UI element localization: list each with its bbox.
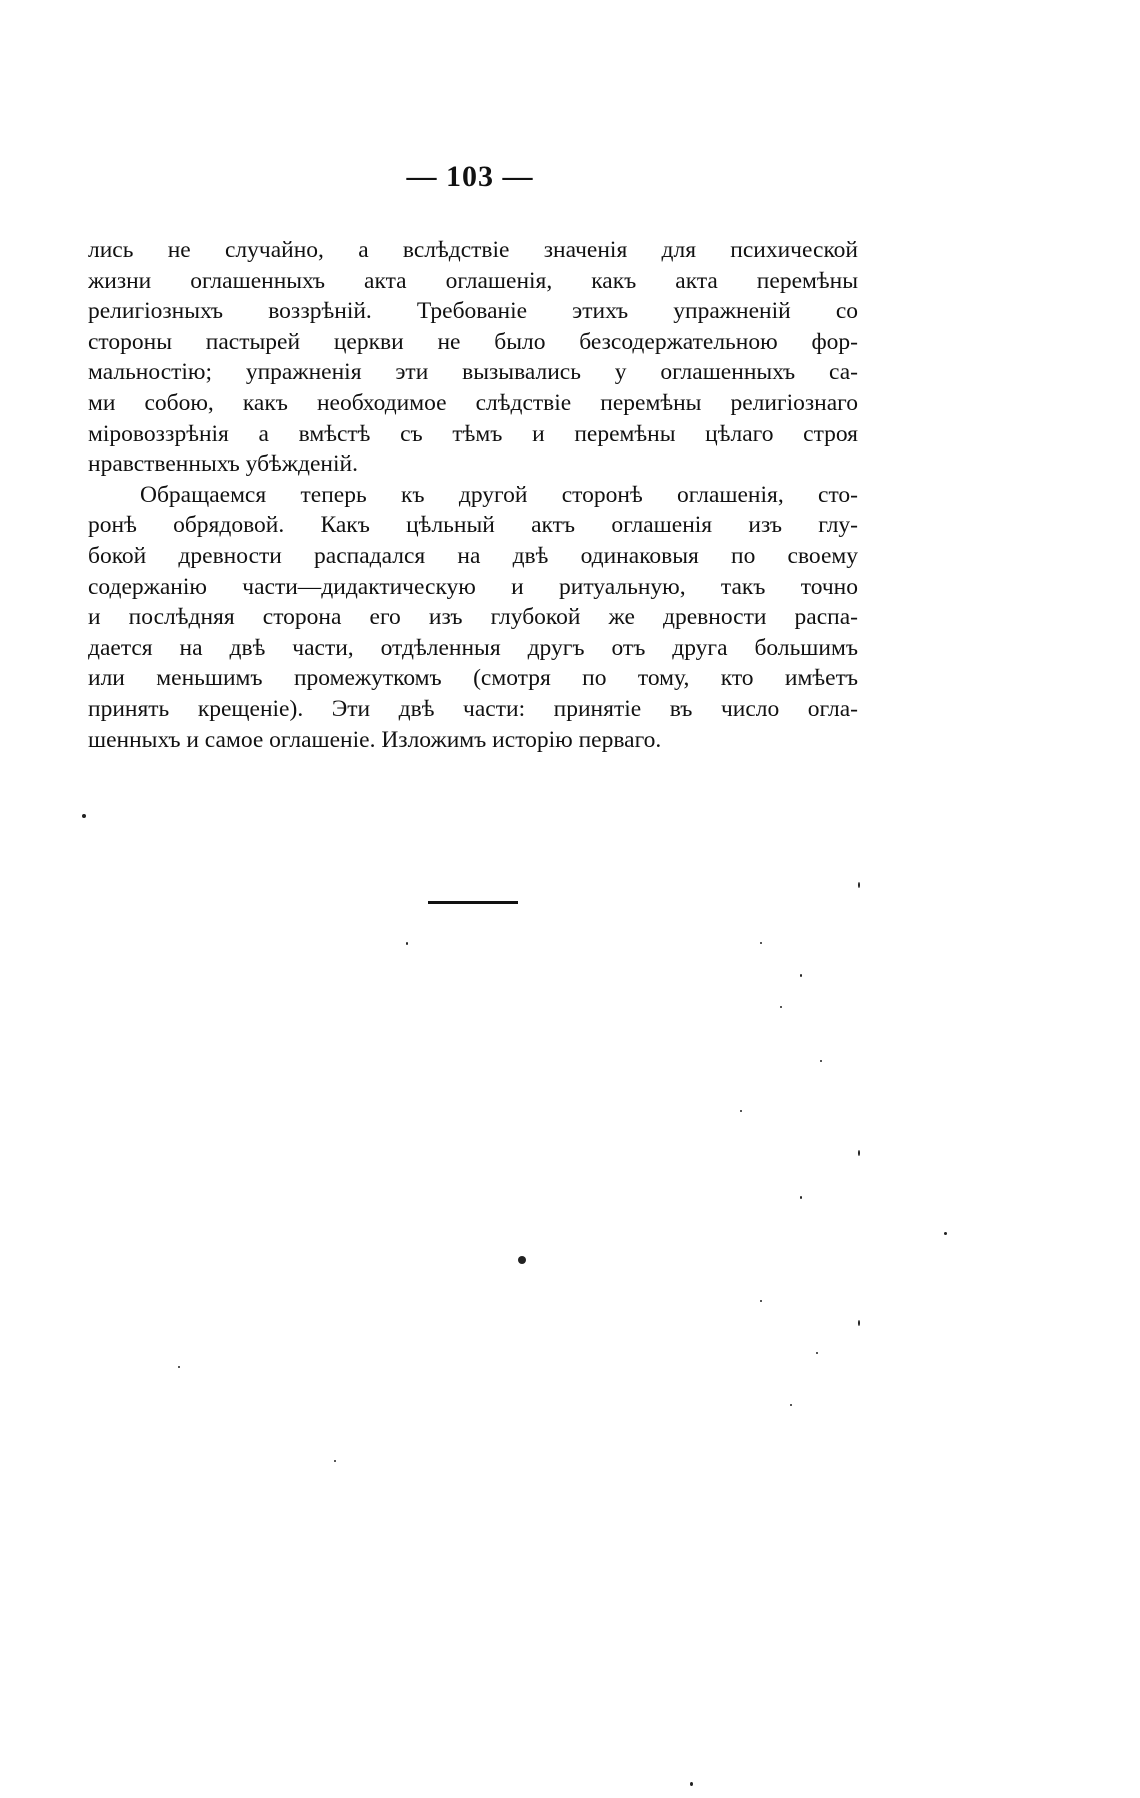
scan-speck [820, 1060, 822, 1062]
scan-speck [690, 1782, 693, 1786]
scan-speck [334, 1460, 336, 1462]
text-line: или меньшимъ промежуткомъ (смотря по тому, кто имѣетъ [88, 665, 858, 692]
scan-speck [858, 882, 860, 888]
section-divider [428, 901, 518, 904]
scan-speck [790, 1404, 792, 1406]
text-line: лись не случайно, а вслѣдствіе значенія для психической [88, 237, 858, 263]
paragraph-1 [88, 235, 858, 480]
text-line: Обращаемся теперь къ другой сторонѣ оглашенія, сто- [140, 481, 858, 508]
scan-speck [518, 1256, 526, 1264]
text-line: нравственныхъ убѣжденій. [88, 451, 358, 478]
scan-speck [816, 1352, 818, 1354]
text-line: и послѣдняя сторона его изъ глубокой же древности распа- [88, 604, 858, 631]
text-line: дается на двѣ части, отдѣленныя другъ отъ друга большимъ [88, 634, 858, 661]
scan-speck [858, 1320, 860, 1326]
text-line: религіозныхъ воззрѣній. Требованіе этихъ упражненій со [88, 298, 858, 325]
text-line: принять крещеніе). Эти двѣ части: принятіе въ число огла- [88, 695, 858, 722]
text-line: шенныхъ и самое оглашеніе. Изложимъ исторію перваго. [88, 726, 662, 753]
text-line: содержанію части—дидактическую и ритуальную, такъ точно [88, 573, 858, 600]
scan-speck [800, 1196, 802, 1199]
text-line: бокой древности распадался на двѣ одинаковыя по своему [88, 542, 858, 569]
scan-speck [760, 1300, 762, 1302]
text-line: жизни оглашенныхъ акта оглашенія, какъ акта перемѣны [88, 267, 858, 294]
scan-speck [82, 814, 86, 818]
scan-speck [760, 942, 762, 944]
text-line: мальностію; упражненія эти вызывались у оглашенныхъ са- [88, 359, 858, 386]
scan-speck [740, 1110, 742, 1112]
scan-speck [178, 1366, 180, 1368]
text-line: ми собою, какъ необходимое слѣдствіе перемѣны религіознаго [88, 389, 858, 416]
text-line: міровоззрѣнія а вмѣстѣ съ тѣмъ и перемѣны цѣлаго строя [88, 420, 858, 447]
text-line: стороны пастырей церкви не было безсодержательною фор- [88, 328, 858, 355]
scan-speck [944, 1232, 947, 1235]
text-line: ронѣ обрядовой. Какъ цѣльный актъ оглашенія изъ глу- [88, 512, 858, 539]
page-number: — 103 — [406, 160, 534, 193]
scan-speck [800, 974, 802, 977]
scan-speck [406, 942, 408, 945]
body-text [88, 235, 858, 755]
paragraph-2 [88, 480, 858, 755]
scan-speck [858, 1150, 860, 1156]
scan-speck [780, 1006, 782, 1008]
